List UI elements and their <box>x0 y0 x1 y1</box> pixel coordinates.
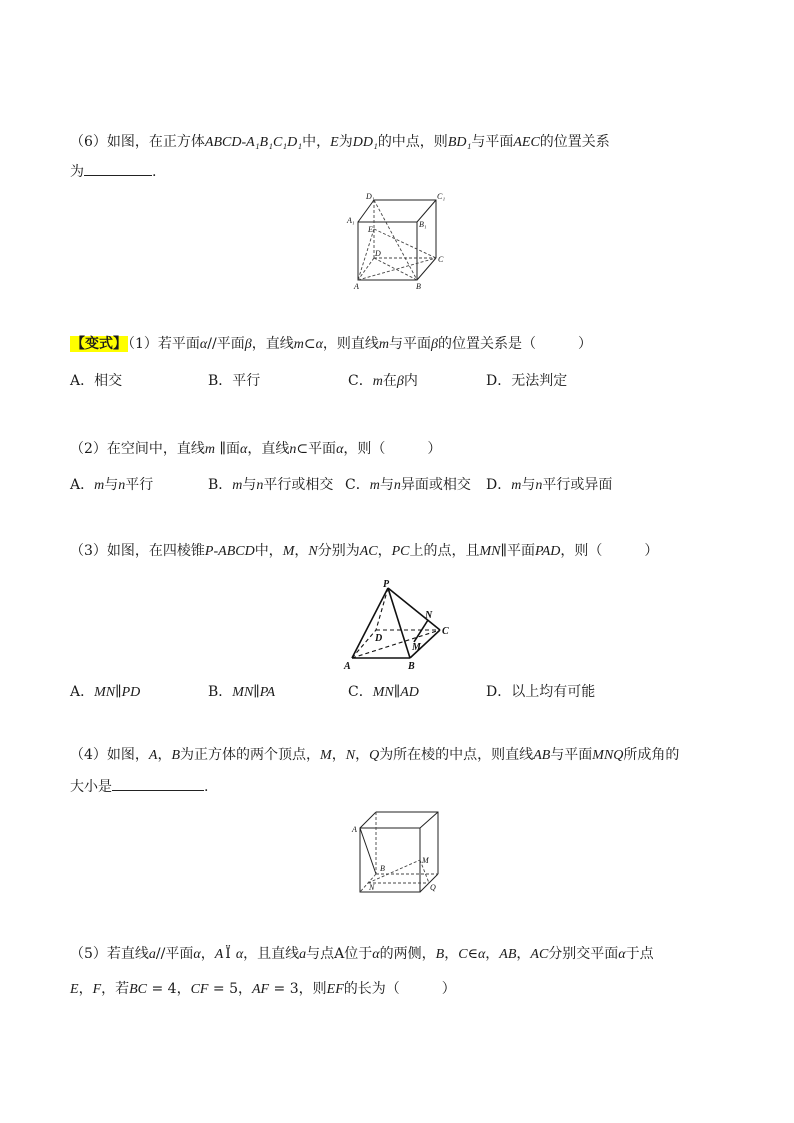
symbol-beta: β <box>431 337 439 352</box>
variant-q1-option-c[interactable] <box>348 371 418 392</box>
q6-text: 为 <box>70 164 84 180</box>
symbol-alpha: α <box>193 947 201 962</box>
variant-q5-text: ，则 <box>298 981 327 997</box>
q3-pyramid-figure <box>340 578 460 673</box>
variant-q2-text: ，直线 <box>247 441 290 457</box>
variant-q2-option-b[interactable] <box>208 475 333 496</box>
option-label: B．平行 <box>208 373 261 389</box>
q6-label-e: E <box>368 225 373 234</box>
variant-q3-stem <box>70 541 658 562</box>
symbol-subset: ⊂ <box>296 441 309 457</box>
variant-q5-text: 平面 <box>165 946 194 962</box>
symbol-m: m <box>372 374 383 389</box>
variant-q5-text: 位于 <box>344 946 373 962</box>
symbol-beta: β <box>396 374 404 389</box>
q6-text: 为 <box>338 134 353 150</box>
variant-q1-option-b[interactable] <box>208 371 260 391</box>
variant-tag: 【变式】 <box>71 336 127 352</box>
symbol-ef: EF <box>326 982 344 997</box>
q6-label-c1: C₁ <box>437 192 446 201</box>
variant-q4-text: 大小是 <box>70 779 112 795</box>
symbol-alpha: α <box>477 947 486 962</box>
variant-q5-text: ， <box>78 981 93 997</box>
q6-answer-blank <box>84 163 152 176</box>
symbol-alpha: α <box>315 337 323 352</box>
option-label: 与 <box>104 477 119 493</box>
symbol-a: a <box>148 947 156 962</box>
symbol-n: n <box>393 478 401 493</box>
q6-label-b: B <box>416 282 421 291</box>
option-label: 与 <box>242 477 257 493</box>
q3-line-pd: PD <box>121 685 141 700</box>
variant-q5-text: ，若 <box>101 981 130 997</box>
symbol-alpha: α <box>239 442 248 457</box>
variant-q4-line-1 <box>70 745 679 766</box>
variant-q5-line-2 <box>70 979 456 1000</box>
variant-q3-text: ， <box>377 543 392 559</box>
q4-line-ab: AB <box>533 748 551 763</box>
value-af: = 3 <box>269 981 299 997</box>
q3-line-mn: MN <box>479 544 501 559</box>
q3-line-ac: AC <box>359 544 378 559</box>
symbol-alpha: α <box>372 947 380 962</box>
symbol-m: m <box>293 337 304 352</box>
symbol-m: m <box>204 442 216 457</box>
q3-line-mn: MN <box>372 685 394 700</box>
variant-q3-option-b[interactable] <box>208 682 275 703</box>
variant-q3-option-a[interactable] <box>70 682 140 703</box>
q3-line-pc: PC <box>391 544 410 559</box>
variant-q1-text: 平面 <box>216 336 245 352</box>
q6-line-bd1: BD₁ <box>447 135 472 150</box>
option-label: D． <box>486 477 512 493</box>
option-label: B． <box>208 477 233 493</box>
symbol-line-ab: AB <box>499 947 517 962</box>
symbol-line-ac: AC <box>530 947 549 962</box>
variant-q5-text: ， <box>200 946 215 962</box>
q6-line-2 <box>70 162 156 182</box>
symbol-m: m <box>232 478 243 493</box>
variant-q3-text: 中， <box>254 543 283 559</box>
symbol-a: a <box>299 947 307 962</box>
symbol-n: n <box>256 478 264 493</box>
option-label: 异面或相交 <box>400 477 471 493</box>
q3-label-n: N <box>425 610 433 621</box>
variant-q5-text: 的长为（ ） <box>343 981 456 997</box>
variant-q3-option-d[interactable] <box>486 682 595 702</box>
q4-label-q: Q <box>430 883 436 892</box>
q4-point-q: Q <box>369 748 380 763</box>
q3-point-n: N <box>308 544 318 559</box>
symbol-not-in: Ï <box>225 946 231 962</box>
variant-q3-text: ， <box>294 543 309 559</box>
q6-text: . <box>152 164 157 180</box>
variant-q5-text: ，且直线 <box>243 946 300 962</box>
option-label: A． <box>70 477 95 493</box>
q3-line-mn: MN <box>94 685 116 700</box>
symbol-m: m <box>511 478 522 493</box>
variant-q2-option-a[interactable] <box>70 475 153 496</box>
symbol-n: n <box>118 478 126 493</box>
symbol-parallel: // <box>155 946 166 962</box>
option-label: D．无法判定 <box>486 373 568 389</box>
variant-q5-text: ， <box>238 981 252 997</box>
symbol-alpha: α <box>618 947 626 962</box>
variant-q5-text: ， <box>516 946 531 962</box>
symbol-alpha: α <box>235 947 244 962</box>
symbol-m: m <box>94 478 105 493</box>
variant-q3-text: 上的点，且 <box>409 543 480 559</box>
value-cf: = 5 <box>208 981 238 997</box>
option-label: A．相交 <box>70 373 123 389</box>
symbol-point-c: C <box>458 947 468 962</box>
variant-q3-text: 分别为 <box>317 543 360 559</box>
option-label: C． <box>348 373 373 389</box>
variant-q1-text: ，则直线 <box>322 336 379 352</box>
variant-q4-text: . <box>204 779 209 795</box>
q4-point-m: M <box>320 748 332 763</box>
variant-q5-text: 的两侧， <box>379 946 436 962</box>
symbol-alpha: α <box>199 337 208 352</box>
option-label: B． <box>208 684 233 700</box>
variant-q4-text: 为正方体的两个顶点， <box>180 747 321 763</box>
variant-q1-option-a[interactable] <box>70 371 122 391</box>
q6-label-a1: A₁ <box>347 216 355 225</box>
variant-q2-text: ，则（ ） <box>343 441 442 457</box>
variant-q2-option-c[interactable] <box>345 475 471 496</box>
q3-label-p: P <box>383 579 390 590</box>
variant-q1-text: 与平面 <box>389 336 432 352</box>
symbol-point-a: A <box>214 947 224 962</box>
variant-q5-text: 与点 <box>306 946 335 962</box>
variant-q4-text: 与平面 <box>550 747 593 763</box>
variant-q5-text: （5）若直线 <box>70 946 149 962</box>
option-label: 内 <box>403 373 418 389</box>
q6-line-1 <box>70 132 610 153</box>
option-label: 平行或异面 <box>542 477 613 493</box>
variant-q2-stem <box>70 439 441 460</box>
symbol-parallel: ∥ <box>115 684 122 700</box>
q3-label-b: B <box>408 661 415 672</box>
option-label: 平行 <box>125 477 154 493</box>
q6-label-d: D <box>375 249 381 258</box>
q6-cube-figure <box>342 192 452 292</box>
q3-line-ad: AD <box>400 685 419 700</box>
symbol-parallel: ∥ <box>253 684 260 700</box>
variant-q1-text: 的位置关系是（ ） <box>438 336 593 352</box>
symbol-cf: CF <box>190 982 209 997</box>
symbol-alpha: α <box>336 442 344 457</box>
symbol-n: n <box>289 442 297 457</box>
q6-label-b1: B₁ <box>419 220 427 229</box>
symbol-point-a: A <box>334 946 345 962</box>
q4-point-a: A <box>148 748 158 763</box>
option-label: C． <box>345 477 370 493</box>
variant-q1-stem <box>70 334 592 355</box>
q6-point-e: E <box>330 135 339 150</box>
symbol-n: n <box>535 478 543 493</box>
q4-cube-figure <box>350 808 450 898</box>
symbol-point-b: B <box>435 947 445 962</box>
option-label: C． <box>348 684 373 700</box>
variant-q4-text: ， <box>355 747 370 763</box>
variant-q1-option-d[interactable] <box>486 371 567 391</box>
symbol-bc: BC <box>129 982 148 997</box>
q6-label-d1: D₁ <box>366 192 375 201</box>
q3-label-c: C <box>442 626 449 637</box>
q3-label-m: M <box>412 642 421 653</box>
symbol-point-e: E <box>70 982 79 997</box>
q6-cube-name: ABCD-A₁B₁C₁D₁ <box>204 135 303 150</box>
variant-q5-text: 于点 <box>625 946 654 962</box>
q3-label-d: D <box>375 633 383 644</box>
symbol-subset: ⊂ <box>303 336 316 352</box>
variant-q5-text: ， <box>176 981 191 997</box>
variant-q5-text: ， <box>485 946 500 962</box>
variant-q2-text: 平面 <box>308 441 337 457</box>
symbol-in: ∈ <box>467 946 478 962</box>
q6-label-c: C <box>438 255 444 264</box>
q3-line-mn: MN <box>232 685 254 700</box>
symbol-point-f: F <box>92 982 102 997</box>
option-label: D．以上均有可能 <box>486 684 596 700</box>
variant-q2-text: ∥面 <box>215 441 240 457</box>
q4-point-n: N <box>345 748 356 763</box>
variant-q3-option-c[interactable] <box>348 682 419 703</box>
q4-plane-mnq: MNQ <box>592 748 624 763</box>
q3-label-a: A <box>344 661 351 672</box>
q4-label-n: N <box>369 883 375 892</box>
q6-text: 中， <box>302 134 331 150</box>
variant-q4-text: 所成角的 <box>623 747 680 763</box>
q4-point-b: B <box>171 748 181 763</box>
symbol-m: m <box>378 337 390 352</box>
q6-label-a: A <box>354 282 359 291</box>
option-label: 在 <box>382 373 397 389</box>
q6-text: （6）如图，在正方体 <box>70 134 205 150</box>
option-label: 平行或相交 <box>263 477 334 493</box>
symbol-beta: β <box>244 337 252 352</box>
symbol-parallel: ∥ <box>393 684 401 700</box>
q3-line-pa: PA <box>259 685 276 700</box>
q6-text: 的位置关系 <box>539 134 610 150</box>
variant-q1-text: （1）若平面 <box>128 336 200 352</box>
variant-q2-option-d[interactable] <box>486 475 612 496</box>
option-label: A． <box>70 684 95 700</box>
q4-label-a: A <box>352 825 357 834</box>
variant-q1-text: ，直线 <box>251 336 294 352</box>
q4-label-b: B <box>380 864 385 873</box>
variant-q4-text: 为所在棱的中点，则直线 <box>379 747 534 763</box>
variant-q4-line-2 <box>70 777 208 797</box>
value-bc: = 4 <box>147 981 177 997</box>
variant-q2-text: （2）在空间中，直线 <box>70 441 205 457</box>
symbol-parallel: // <box>207 336 217 352</box>
q6-text: 与平面 <box>471 134 514 150</box>
symbol-m: m <box>369 478 380 493</box>
variant-q3-text: （3）如图，在四棱锥 <box>70 543 205 559</box>
variant-q5-text: ， <box>444 946 459 962</box>
q6-edge-dd1: DD₁ <box>352 135 378 150</box>
variant-q5-text: 分别交平面 <box>548 946 619 962</box>
q6-plane-aec: AEC <box>513 135 540 150</box>
q3-pyramid-name: P-ABCD <box>204 544 255 559</box>
option-label: 与 <box>379 477 394 493</box>
variant-q4-text: （4）如图， <box>70 747 149 763</box>
q4-label-m: M <box>422 856 429 865</box>
option-label: 与 <box>521 477 536 493</box>
q4-answer-blank <box>112 778 204 791</box>
variant-q4-text: ， <box>157 747 172 763</box>
q6-text: 的中点，则 <box>377 134 448 150</box>
variant-q5-line-1 <box>70 944 654 965</box>
q3-plane-pad: PAD <box>534 544 561 559</box>
symbol-af: AF <box>252 982 270 997</box>
q3-point-m: M <box>282 544 295 559</box>
variant-q4-text: ， <box>331 747 346 763</box>
variant-q3-text: ∥平面 <box>500 543 535 559</box>
variant-q3-text: ，则（ ） <box>560 543 659 559</box>
